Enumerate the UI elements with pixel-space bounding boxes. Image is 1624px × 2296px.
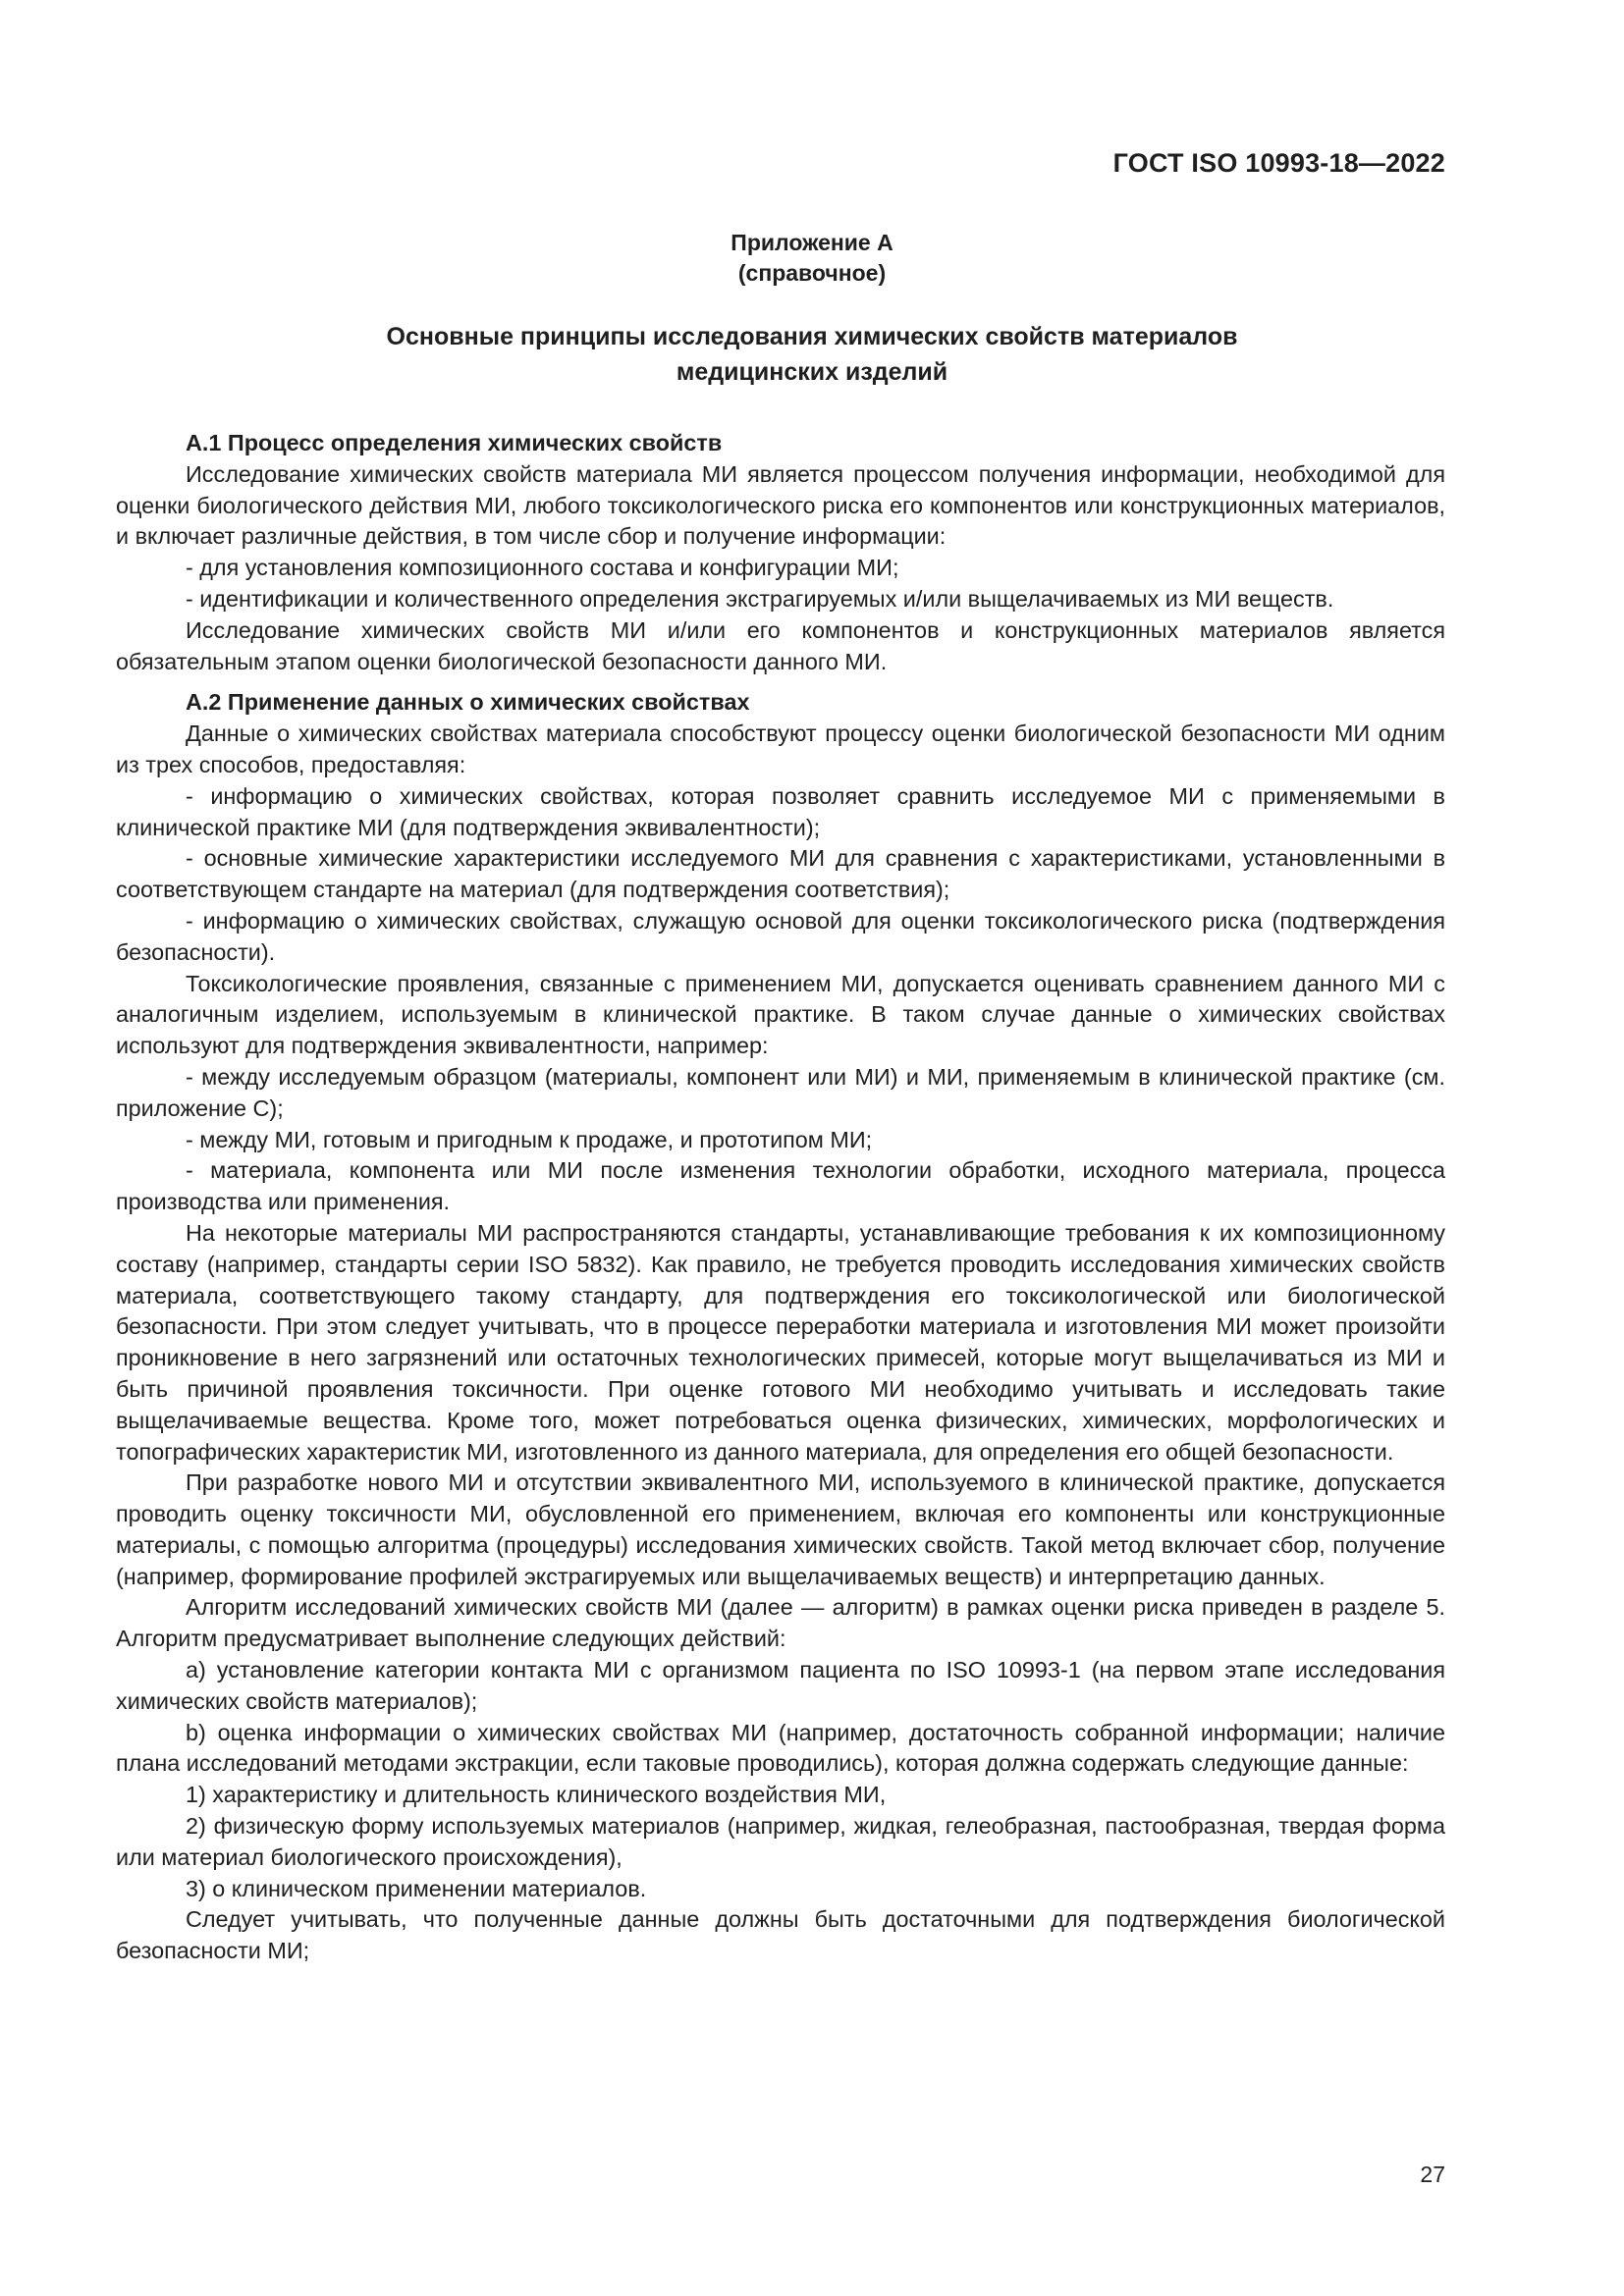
list-item: 3) о клиническом применении материалов. <box>186 1875 647 1901</box>
paragraph: На некоторые материалы МИ распространяются стандарты, устанавливающие требования к их композиционному составу (например, стандарты серии ISO 5832). Как правило, не требуется проводить исследования химических свойств материала, соответствующего такому стандарту, для подтверждения его токсикологической или биологической безопасности. При этом следует учитывать, что в процессе переработки материала и изготовления МИ может произойти проникновение в него загрязнений или остаточных технологических примесей, которые могут выщелачиваться из МИ и быть причиной проявления токсичности. При оценке готового МИ необходимо учитывать и исследовать такие выщелачиваемые вещества. Кроме того, может потребоваться оценка физических, химических, морфологических и топографических характеристик МИ, изготовленного из данного материала, для определения его общей безопасности. <box>116 1219 1445 1465</box>
list-item: - идентификации и количественного определения экстрагируемых и/или выщелачиваемых из МИ веществ. <box>186 585 1334 612</box>
appendix-label: Приложение А <box>731 230 893 255</box>
appendix-title <box>0 319 1624 390</box>
list-item: - информацию о химических свойствах, которая позволяет сравнить исследуемое МИ с применяемыми в клинической практике МИ (для подтверждения эквивалентности); <box>116 782 1445 840</box>
appendix-heading <box>0 228 1624 289</box>
paragraph: Следует учитывать, что полученные данные должны быть достаточными для подтверждения биологической безопасности МИ; <box>116 1906 1445 1964</box>
paragraph: Исследование химических свойств МИ и/или его компонентов и конструкционных материалов является обязательным этапом оценки биологической безопасности данного МИ. <box>116 616 1445 674</box>
list-item: 2) физическую форму используемых материалов (например, жидкая, гелеобразная, пастообразная, твердая форма или материал биологического происхождения), <box>116 1813 1445 1870</box>
list-item: - материала, компонента или МИ после изменения технологии обработки, исходного материала, процесса производства или применения. <box>116 1157 1445 1215</box>
page-number: 27 <box>1420 2162 1445 2187</box>
section-a2-heading: А.2 Применение данных о химических свойствах <box>186 689 750 716</box>
list-item: - для установления композиционного состава и конфигурации МИ; <box>186 555 899 581</box>
paragraph: Токсикологические проявления, связанные с применением МИ, допускается оценивать сравнением данного МИ с аналогичным изделием, используемым в клинической практике. В таком случае данные о химических свойствах используют для подтверждения эквивалентности, например: <box>116 970 1445 1059</box>
document-code: ГОСТ ISO 10993-18—2022 <box>1112 148 1445 178</box>
section-a1-heading: А.1 Процесс определения химических свойств <box>186 430 723 455</box>
list-item: - информацию о химических свойствах, служащую основой для оценки токсикологического риска (подтверждения безопасности). <box>116 907 1445 965</box>
paragraph: При разработке нового МИ и отсутствии эквивалентного МИ, используемого в клинической практике, допускается проводить оценку токсичности МИ, обусловленной его применением, включая его компоненты или конструкционные материалы, с помощью алгоритма (процедуры) исследования химических свойств. Такой метод включает сбор, получение (например, формирование профилей экстрагируемых или выщелачиваемых веществ) и интерпретацию данных. <box>116 1469 1445 1589</box>
paragraph: Данные о химических свойствах материала способствуют процессу оценки биологической безопасности МИ одним из трех способов, предоставляя: <box>116 721 1445 777</box>
list-item: 1) характеристику и длительность клинического воздействия МИ, <box>186 1782 887 1808</box>
list-item: - между МИ, готовым и пригодным к продаже, и прототипом МИ; <box>186 1126 873 1152</box>
paragraph: Алгоритм исследований химических свойств МИ (далее — алгоритм) в рамках оценки риска приведен в разделе 5. Алгоритм предусматривает выполнение следующих действий: <box>116 1594 1445 1652</box>
list-item: а) установление категории контакта МИ с организмом пациента по ISO 10993-1 (на первом этапе исследования химических свойств материалов); <box>116 1657 1445 1714</box>
document-body <box>116 428 1445 1967</box>
title-line-2: медицинских изделий <box>676 358 948 386</box>
list-item: - между исследуемым образцом (материалы, компонент или МИ) и МИ, применяемым в клинической практике (см. приложение С); <box>116 1063 1445 1121</box>
list-item: b) оценка информации о химических свойствах МИ (например, достаточность собранной информации; наличие плана исследований методами экстракции, если таковые проводились), которая должна содержать следующие данные: <box>116 1719 1445 1777</box>
list-item: - основные химические характеристики исследуемого МИ для сравнения с характеристиками, установленными в соответствующем стандарте на материал (для подтверждения соответствия); <box>116 845 1445 903</box>
title-line-1: Основные принципы исследования химических свойств материалов <box>386 323 1238 350</box>
appendix-type: (справочное) <box>737 260 887 286</box>
paragraph: Исследование химических свойств материала МИ является процессом получения информации, необходимой для оценки биологического действия МИ, любого токсикологического риска его компонентов или конструкционных материалов, и включает различные действия, в том числе сбор и получение информации: <box>116 460 1445 550</box>
